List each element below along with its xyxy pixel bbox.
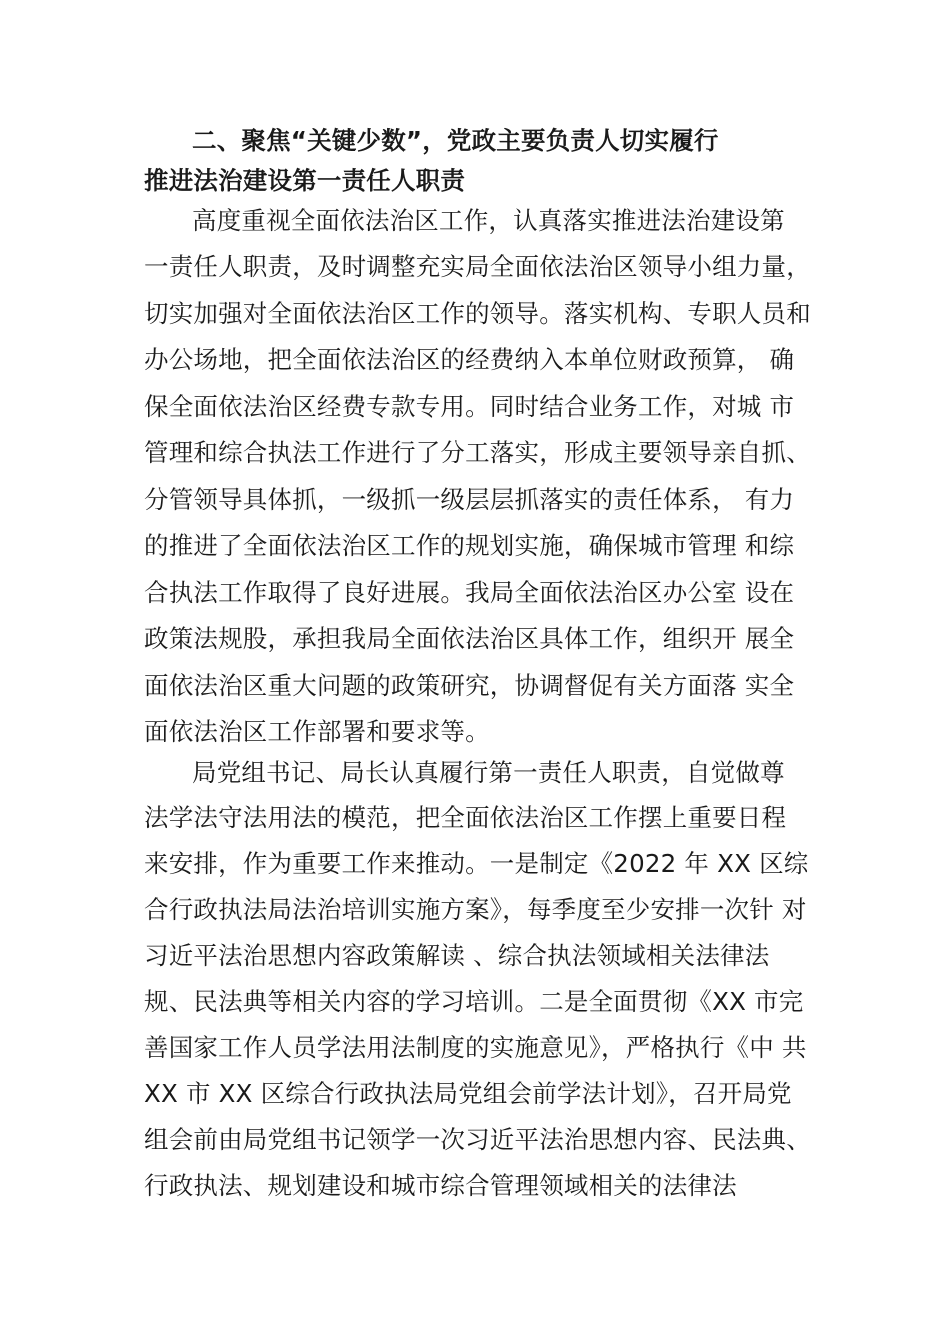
section-heading-line-1: 二、聚焦“关键少数”，党政主要负责人切实履行 [192, 126, 719, 155]
paragraph-2-line: 法学法守法用法的模范，把全面依法治区工作摆上重要日程 [144, 803, 787, 832]
paragraph-1-line: 高度重视全面依法治区工作，认真落实推进法治建设第 [192, 206, 785, 235]
paragraph-1-line: 一责任人职责，及时调整充实局全面依法治区领导小组力量， [144, 252, 811, 281]
paragraph-1-line: 切实加强对全面依法治区工作的领导。落实机构、专职人员和 [144, 299, 811, 328]
paragraph-2-line: XX 市 XX 区综合行政执法局党组会前学法计划》，召开局党 [144, 1079, 792, 1108]
paragraph-1-line: 合执法工作取得了良好进展。我局全面依法治区办公室 设在 [144, 578, 795, 607]
paragraph-2-line: 来安排，作为重要工作来推动。一是制定《2022 年 XX 区综 [144, 849, 809, 878]
paragraph-2-line: 局党组书记、局长认真履行第一责任人职责，自觉做尊 [192, 758, 785, 787]
paragraph-1-line: 管理和综合执法工作进行了分工落实，形成主要领导亲自抓、 [144, 438, 811, 467]
paragraph-1-line: 办公场地，把全面依法治区的经费纳入本单位财政预算， 确 [144, 345, 795, 374]
section-heading-line-2: 推进法治建设第一责任人职责 [144, 166, 466, 195]
paragraph-2-line: 规、民法典等相关内容的学习培训。二是全面贯彻《XX 市完 [144, 987, 804, 1016]
paragraph-1-line: 面依法治区重大问题的政策研究，协调督促有关方面落 实全 [144, 671, 795, 700]
paragraph-2-line: 善国家工作人员学法用法制度的实施意见》，严格执行《中 共 [144, 1033, 807, 1062]
paragraph-2-line: 习近平法治思想内容政策解读 、综合执法领域相关法律法 [144, 941, 770, 970]
paragraph-1-line: 政策法规股，承担我局全面依法治区具体工作，组织开 展全 [144, 624, 795, 653]
paragraph-2-line: 合行政执法局法治培训实施方案》，每季度至少安排一次针 对 [144, 895, 807, 924]
paragraph-1-line: 面依法治区工作部署和要求等。 [144, 717, 490, 746]
paragraph-1-line: 分管领导具体抓，一级抓一级层层抓落实的责任体系， 有力 [144, 485, 795, 514]
paragraph-1-line: 的推进了全面依法治区工作的规划实施，确保城市管理 和综 [144, 531, 795, 560]
paragraph-2-line: 行政执法、规划建设和城市综合管理领域相关的法律法 [144, 1171, 737, 1200]
paragraph-1-line: 保全面依法治区经费专款专用。同时结合业务工作，对城 市 [144, 392, 795, 421]
paragraph-2-line: 组会前由局党组书记领学一次习近平法治思想内容、民法典、 [144, 1125, 811, 1154]
